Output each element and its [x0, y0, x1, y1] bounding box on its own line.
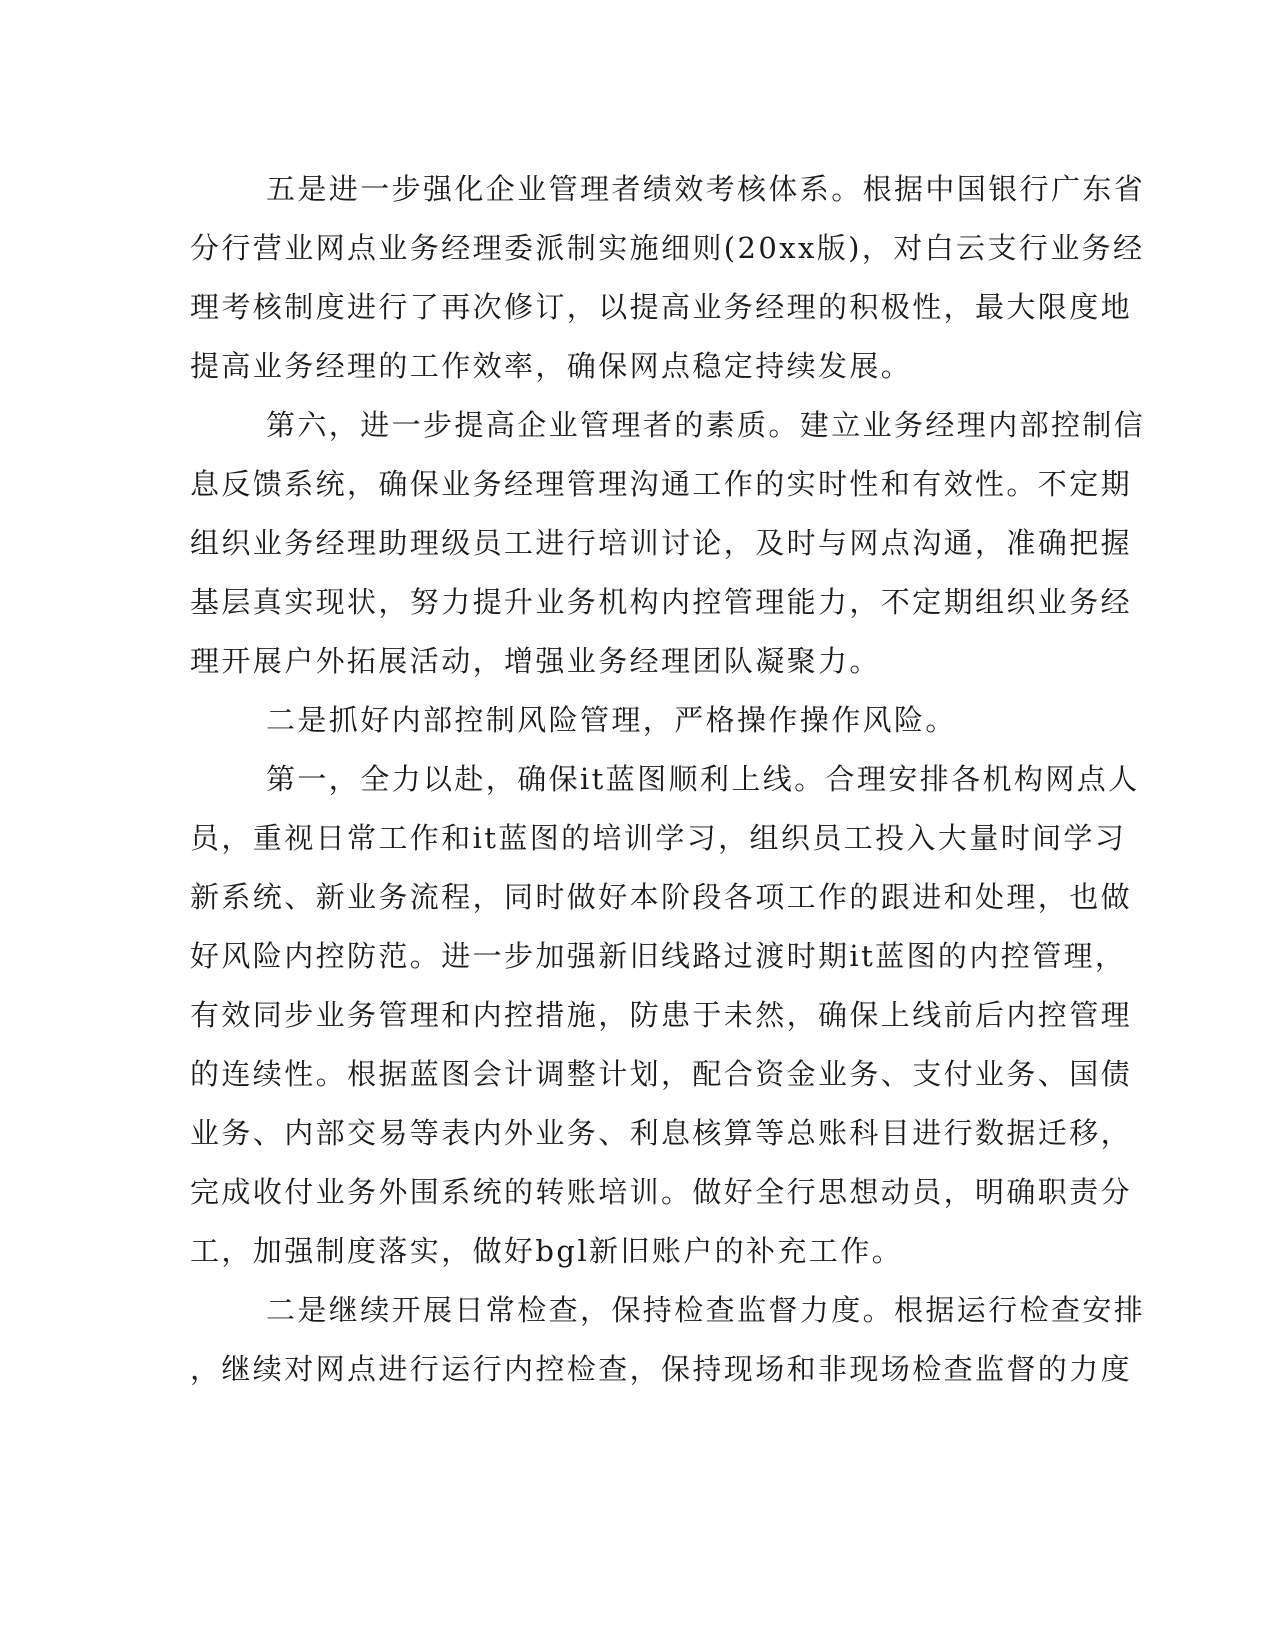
text-line: 五是进一步强化企业管理者绩效考核体系。根据中国银行广东省 — [266, 172, 1146, 206]
text-line: 分行营业网点业务经理委派制实施细则(20xx版)，对白云支行业务经 — [190, 231, 1145, 265]
text-line: 二是继续开展日常检查，保持检查监督力度。根据运行检查安排 — [266, 1293, 1146, 1327]
text-line: 的连续性。根据蓝图会计调整计划，配合资金业务、支付业务、国债 — [190, 1057, 1133, 1091]
text-line: 好风险内控防范。进一步加强新旧线路过渡时期it蓝图的内控管理， — [190, 939, 1127, 973]
text-line: 第六，进一步提高企业管理者的素质。建立业务经理内部控制信 — [266, 408, 1146, 442]
text-line: 组织业务经理助理级员工进行培训讨论，及时与网点沟通，准确把握 — [190, 526, 1133, 560]
text-line: 新系统、新业务流程，同时做好本阶段各项工作的跟进和处理，也做 — [190, 880, 1133, 914]
text-line: 息反馈系统，确保业务经理管理沟通工作的实时性和有效性。不定期 — [190, 467, 1133, 501]
text-line: 理考核制度进行了再次修订，以提高业务经理的积极性，最大限度地 — [190, 290, 1133, 324]
text-line: 理开展户外拓展活动，增强业务经理团队凝聚力。 — [190, 644, 881, 678]
text-line: ，继续对网点进行运行内控检查，保持现场和非现场检查监督的力度 — [190, 1352, 1133, 1386]
text-line: 基层真实现状，努力提升业务机构内控管理能力，不定期组织业务经 — [190, 585, 1133, 619]
text-line: 工，加强制度落实，做好bgl新旧账户的补充工作。 — [190, 1234, 904, 1268]
text-line: 提高业务经理的工作效率，确保网点稳定持续发展。 — [190, 349, 913, 383]
text-line: 员，重视日常工作和it蓝图的培训学习，组织员工投入大量时间学习 — [190, 821, 1127, 855]
text-line: 业务、内部交易等表内外业务、利息核算等总账科目进行数据迁移， — [190, 1116, 1133, 1150]
document-body — [190, 160, 1146, 1399]
text-line: 完成收付业务外围系统的转账培训。做好全行思想动员，明确职责分 — [190, 1175, 1133, 1209]
text-line: 有效同步业务管理和内控措施，防患于未然，确保上线前后内控管理 — [190, 998, 1133, 1032]
text-line: 二是抓好内部控制风险管理，严格操作操作风险。 — [266, 703, 957, 737]
text-line: 第一，全力以赴，确保it蓝图顺利上线。合理安排各机构网点人 — [266, 762, 1140, 796]
